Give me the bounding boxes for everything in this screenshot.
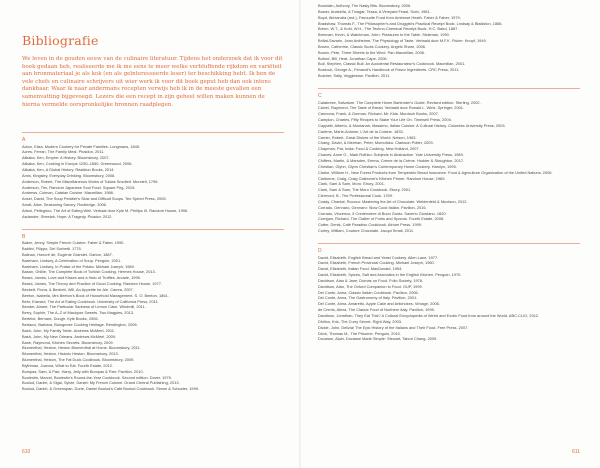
bibliography-entry: Davidson, Alan, The Oxford Companion to Food. OUP, 1999. (318, 283, 423, 289)
bibliography-entry: Arndt, Alice, Seasoning Savory. Routledge, 2006. (22, 202, 107, 208)
bibliography-entry: Campion, Charles, Fifty Recipes to Stake Your Life On. Timewell Press, 2004. (318, 117, 452, 123)
bibliography-entry: Calabrese, Salvatore, The Complete Home Bartender's Guide: Revised edition. Sterling, 2002. (318, 99, 481, 105)
bibliography-entry: Berry, Sophie, The A–Z of Mackpoe Sweets. Two Magpies, 2013. (22, 310, 135, 316)
entry-list (318, 100, 580, 234)
letter-section (22, 132, 284, 220)
bibliography-entry: Bane, Raymond, Kitchen Secrets. Bloomsbury, 2009. (22, 339, 114, 345)
bibliography-entry: Boyd, Alexandra (red.), Favourite Food from Ambrose Heath. Faber & Faber, 1979. (318, 14, 461, 20)
bibliography-entry: Christian, Glynn, Glynn Christian's Contemporary Home Cookery. Hamlyn, 1995. (318, 163, 457, 169)
bibliography-entry: Boulud, Daniel, & Greenspan, Dorie, Daniel Boulud's Café Boulud Cookbook. Simon & Schuster, 1999. (22, 386, 200, 392)
bibliography-entry: Amis, Kingsley, Everyday Drinking. Bloomsbury, 2008. (22, 172, 116, 178)
right-page (300, 0, 600, 468)
bibliography-entry: Bradshaw, Thomas F., The Philosopher's and Druggist's Practical Receipt Book. Lindsay & Blakiston, 1866. (318, 20, 503, 26)
bibliography-entry: Chang, David, & Meehan, Peter, Momofuku. Clarkson Potter, 2009. (318, 140, 434, 146)
bibliography-entry: Bertelot, Bernard, Dough. Kyle Books, 2006. (22, 316, 99, 322)
entry-list (318, 255, 580, 343)
bibliography-entry: Corrado, Gennaro, Gennaro: Slow Cook Italian. Pavilion, 2016. (318, 204, 427, 210)
bibliography-entry: Bull, Stephen, Classic Bull: An Accidental Restaurateur's Cookbook. Macmillan, 2001. (318, 61, 466, 67)
bibliography-entry: Bareham, Lindsey, In Praise of the Potato. Michael Joseph, 1989. (22, 263, 135, 269)
bibliography-entry: Brenn, W.T., & Kohl, W.H., The Techno-Chemical Receipt Book. H.C. Baird, 1887. (318, 26, 459, 32)
bibliography-entry: Clark, Sam & Sam, The Moro Cookbook. Ebury, 2001. (318, 187, 412, 193)
bibliography-entry: Clermont, B., The Professional Cook. 1769. (318, 193, 393, 199)
bibliography-entry: Claiborne, Craig, Craig Claiborne's Kitchen Primer. Random House, 1969. (318, 175, 446, 181)
page-number-right: 611 (572, 449, 580, 455)
bibliography-entry: Alikaka, Ken, Cooking in Europe 1250–1650. Greenwood, 2006. (22, 161, 133, 167)
bibliography-entry: Boulud, Daniel, & Sigal, Sylvie, Daniel: My French Cuisine. Grand Central Publishing, 2013. (22, 380, 180, 386)
bibliography-entry: David, Elizabeth, Italian Food. MacDonald, 1954. (318, 266, 403, 272)
bibliography-entry: Dickie, John, Delizia! The Epic History of the Italians and Their Food. Free Press, 2007. (318, 324, 469, 330)
bibliography-entry: Corrado, Vincenzo, Il Credenziere di Buon Gusto. Saverio Giordano, 1820. (318, 210, 447, 216)
bibliography-entry: Blythman, Joanna, What to Eat. Fourth Estate, 2012. (22, 362, 114, 368)
bibliography-entry: Bash, John, My Family Table. Andrews McMeel, 2011. (22, 327, 116, 333)
bibliography-entry: Brillat-Savarin, Jean Anthelme, The Physiology of Taste. Vertaald door M.F.K. Fisher. Knopf, 1949. (318, 38, 487, 44)
bibliography-entry: Clarke, William H., New Forest Products from Tempestrio Bread Insurance. Food & Agriculture Organization of the United Nations, 2006. (318, 169, 553, 175)
letter-section (318, 3, 580, 79)
bibliography-entry: Acres, Ferran, The Family Meal. Phaidon, 2011. (22, 149, 105, 155)
section-letter: A (22, 137, 26, 143)
bibliography-entry: Behr, Edward, The Art of Eating Cookbook. University of California Press, 2011. (22, 298, 159, 304)
bibliography-entry: Andrews, Colman, Catalan Cuisine. Macmillan, 1988. (22, 190, 114, 196)
bibliography-entry: de Crenis, Alexa, The Classic Food of Northern Italy. Pavilion, 1995. (318, 307, 435, 313)
entry-list (318, 3, 580, 79)
bibliography-entry: Curley, William, Couture Chocolate. Jacqui Small, 2011. (318, 228, 415, 234)
section-divider (318, 88, 580, 89)
bibliography-entry: Basan, Ghillie, The Complete Book of Turkish Cooking. Hermes House, 2013. (22, 269, 156, 275)
section-divider (318, 243, 580, 244)
bibliography-entry: Del Conte, Anna, The Gastronomy of Italy. Pavilion, 2001. (318, 295, 418, 301)
bibliography-entry: Boulestin, Marcel, Boulestin's Round-the-Year Cookbook. Second edition. Dover, 1975. (22, 374, 172, 380)
bibliography-entry: Bash, John, My New Orleans. Andrews McMeel, 2009. (22, 333, 117, 339)
page-title: Bibliografie (22, 33, 99, 48)
bibliography-entry: Bender, Aimee, The Particular Sadness of Lemon Cake. Windmill, 2011. (22, 304, 146, 310)
bibliography-entry: Bourdain, Anthony, The Nasty Bits. Bloomsbury, 2006. (318, 3, 412, 8)
bibliography-entry: Calvel, Raymond, The Taste of Bread. Vertaald door Ronald L. Wirtz. Springer, 2001. (318, 105, 465, 111)
bibliography-entry: David, Elizabeth, French Provincial Cooking. Michael Joseph, 1960. (318, 260, 435, 266)
bibliography-entry: Del Conte, Anna, Amaretto, Apple Cake and Artichokes. Vintage, 2006. (318, 301, 440, 307)
bibliography-entry: Beard, James, The Theory and Practice of Good Cooking. Random House, 1977. (22, 281, 162, 287)
bibliography-entry: Bower, Anabella, & Tinagar, Tessa, A Vineyard Feast. Scriv, 1981. (318, 8, 431, 14)
bibliography-entry: Corrigan, Richard, The Clatter of Forks and Spoons. Fourth Estate, 2008. (318, 216, 445, 222)
bibliography-entry: Carême, Marie-Antoine, L'Art de la Cuisine. 1833. (318, 128, 404, 134)
bibliography-entry: Chiffers, Martin, & Marsden, Emma, Crème de la Crème. Hodder & Stoughton, 2017. (318, 158, 465, 163)
letter-section (22, 229, 284, 393)
section-divider (22, 229, 284, 230)
bibliography-entry: Buford, Bill, Heat. Jonathan Cape, 2006. (318, 55, 388, 61)
letter-section (318, 243, 580, 342)
bibliography-entry: Burdock, George A., Fenaroli's Handbook of Flavor Ingredients. CRC Press, 2011. (318, 67, 460, 73)
bibliography-entry: Butcher, Sally, Veggiestan. Pavilion, 2011. (318, 73, 391, 79)
entry-list (22, 144, 284, 220)
entry-list (22, 240, 284, 392)
bibliography-entry: Artusi, Pellegrino, The Art of Eating Well. Verbaal door Kyle M. Phillips III. Random House, 1996. (22, 207, 189, 213)
bibliography-entry: Ducasse, Alain, Ducasse Made Simple: Stewart, Tabori Chang, 2009. (318, 336, 438, 342)
bibliography-entry: David, Elizabeth, Spices, Salt and Aromatics in the English Kitchen. Penguin, 1970. (318, 272, 462, 278)
bibliography-entry: Chaves, Anne G., Mark Rothko: Subjects in Abstraction. Yale University Press, 1989. (318, 152, 464, 158)
bibliography-entry: Anderson, Robert, The Miscellaneous Works of Tobias Smollett. Mundell, 1796. (22, 178, 159, 184)
bibliography-entry: Balinan, Honoré de, Eugénie Grandet. Garton, 1887. (22, 251, 113, 257)
bibliography-entry: Cappatti, Alberto, & Montanari, Massimo, Italian Cuisine: A Cultural History. Columbia University Press, 2003. (318, 122, 506, 128)
bibliography-entry: Ansel, David, The Soup Peddler's Slow and Difficult Soups. Ten Speed Press, 2005. (22, 196, 167, 202)
section-letter: C (318, 92, 322, 99)
bibliography-entry: Dirck, Thomas M., The Prisoner. Penguin, 2010. (318, 330, 401, 336)
bibliography-entry: Blumenthal, Heston, The Fat Duck Cookbook. Bloomsbury, 2009. (22, 357, 135, 363)
bibliography-entry: Davidson, Alan & Jane, Dumas on Food. Folio Society, 1978. (318, 277, 424, 283)
bibliography-entry: Coady, Chantal, Rococo: Mastering the Art of Chocolate. Weidenfeld & Nicolson, 2012. (318, 198, 468, 204)
bibliography-entry: Bertacci, Barbara, Bolognese Cooking Heritage. Rendington, 2006. (22, 321, 138, 327)
bibliography-entry: Brennan, Kevin, & Watchman, John, Pleasures to the Table. Stratman, 1990. (318, 32, 450, 38)
bibliography-entry: Del Conte, Anna, Classic Italian Cookbook. Pavilion, 2006. (318, 289, 419, 295)
bibliography-entry: Brown, Pete, Three Sheets to the Wind. Pan Macmillan, 2006. (318, 49, 425, 55)
bibliography-entry: Brown, Catherine, Classic Scots Cookery. Angels Share, 2006. (318, 43, 427, 49)
section-letter: D (318, 247, 322, 254)
bibliography-entry: Bareham, Lindsey, A Celebration of Soup. Penguin, 2001. (22, 257, 122, 263)
bibliography-entry: Clark, Sam & Sam, Moro. Ebury, 2001. (318, 181, 385, 187)
section-letter: B (22, 233, 26, 240)
bibliography-entry: Dhillon, Kris, The Curry Secret. Right Way, 2003. (318, 318, 403, 324)
bibliography-entry: Chapman, Pat, India: Food & Cooking. New Holland, 2007. (318, 146, 420, 152)
section-divider (22, 132, 284, 133)
bibliography-entry: Baker, Jenny, Simple French Cuisine. Faber & Faber, 1990. (22, 240, 125, 246)
bibliography-entry: Alikaka, Ken, Empire: A History. Bloomsbury, 2007. (22, 155, 110, 161)
bibliography-entry: Anderson, Tim, Random Japanese Soul Food. Square Peg, 2015. (22, 184, 136, 190)
intro-paragraph: We leven in de gouden eeuw van de culinaire literatuur. Tijdens het onderzoek dat ik voor dit boek gedaan heb, realiseerde me ik me eens te meer welke verbluffende rijkdom en variëteit aan bronmateriaal je als kok (en als geïnteresseerde leser) ter beschikking hebt. Ik ben de vele chefs en culinaire schrijvers uit wier werk ik voor dit boek geput heb dan ook intens dankbaar. Waar ik naar andermans recepten verwijs heb ik in de meeste gevallen een samenvatting bijgevoegd. Lezers die een recept in zijn geheel willen maken kunnen de hierna vermelde oorspronkelijke bronnen raadplegen. (22, 56, 283, 108)
bibliography-entry: Baldini, Filippo, Del Sorbetti. 1775. (22, 246, 82, 251)
bibliography-entry: Beeton, Isabella, Mrs Beeton's Book of Household Management. S. O. Beeton, 1861. (22, 292, 169, 298)
bibliography-column-right (318, 3, 580, 351)
bibliography-entry: Alikaka, Ken, A Global History. Reaktion Books, 2014. (22, 166, 115, 172)
bibliography-entry: Blumenthal, Heston, Historic Heston. Bloomsbury, 2013. (22, 351, 119, 357)
bibliography-entry: Acton, Eliza, Modern Cookery for Private Families. Longmans, 1845. (22, 143, 141, 149)
bibliography-entry: Carrier, Robert, Great Dishes of the World. Nelson, 1963. (318, 134, 417, 140)
bibliography-entry: David, Elizabeth, English Bread and Yeast Cookery. Allen Lane, 1977. (318, 254, 439, 260)
bibliography-entry: Davidson, Jonathan, They Eat This? A Cultural Encyclopedia of Weird and Exotic Food from around the World. ABC-CLIO, 2012. (318, 313, 540, 318)
bibliography-entry: Cotter, Denis, Café Paradiso Cookbook. Atrium Press, 1999. (318, 222, 423, 228)
bibliography-entry: Blumenthal, Heston, Heston Blumenthal at Home. Bloomsbury, 2011. (22, 345, 141, 351)
bibliography-column-left (22, 132, 284, 401)
bibliography-entry: Bompas, Sam, & Parr, Harry, Jelly with Bompas & Parr. Pavilion, 2010. (22, 368, 144, 374)
letter-section (318, 88, 580, 234)
page-number-left: 610 (22, 449, 31, 455)
bibliography-entry: Beckett, Fiona, & Beckett, Will, An Appetite for Ale. Camra, 2007. (22, 286, 134, 292)
bibliography-entry: Asdander, Sheelah, Hope: A Tragedy. Picador, 2012. (22, 213, 113, 219)
bibliography-entry: Carmona, Frank, & Gorman, Richard, Mr. Kids. Murdoch Books, 2007. (318, 111, 439, 117)
bibliography-entry: Beard, James, Love and Kisses and a Halo of Truffles. Arcade, 1995. (22, 275, 141, 281)
